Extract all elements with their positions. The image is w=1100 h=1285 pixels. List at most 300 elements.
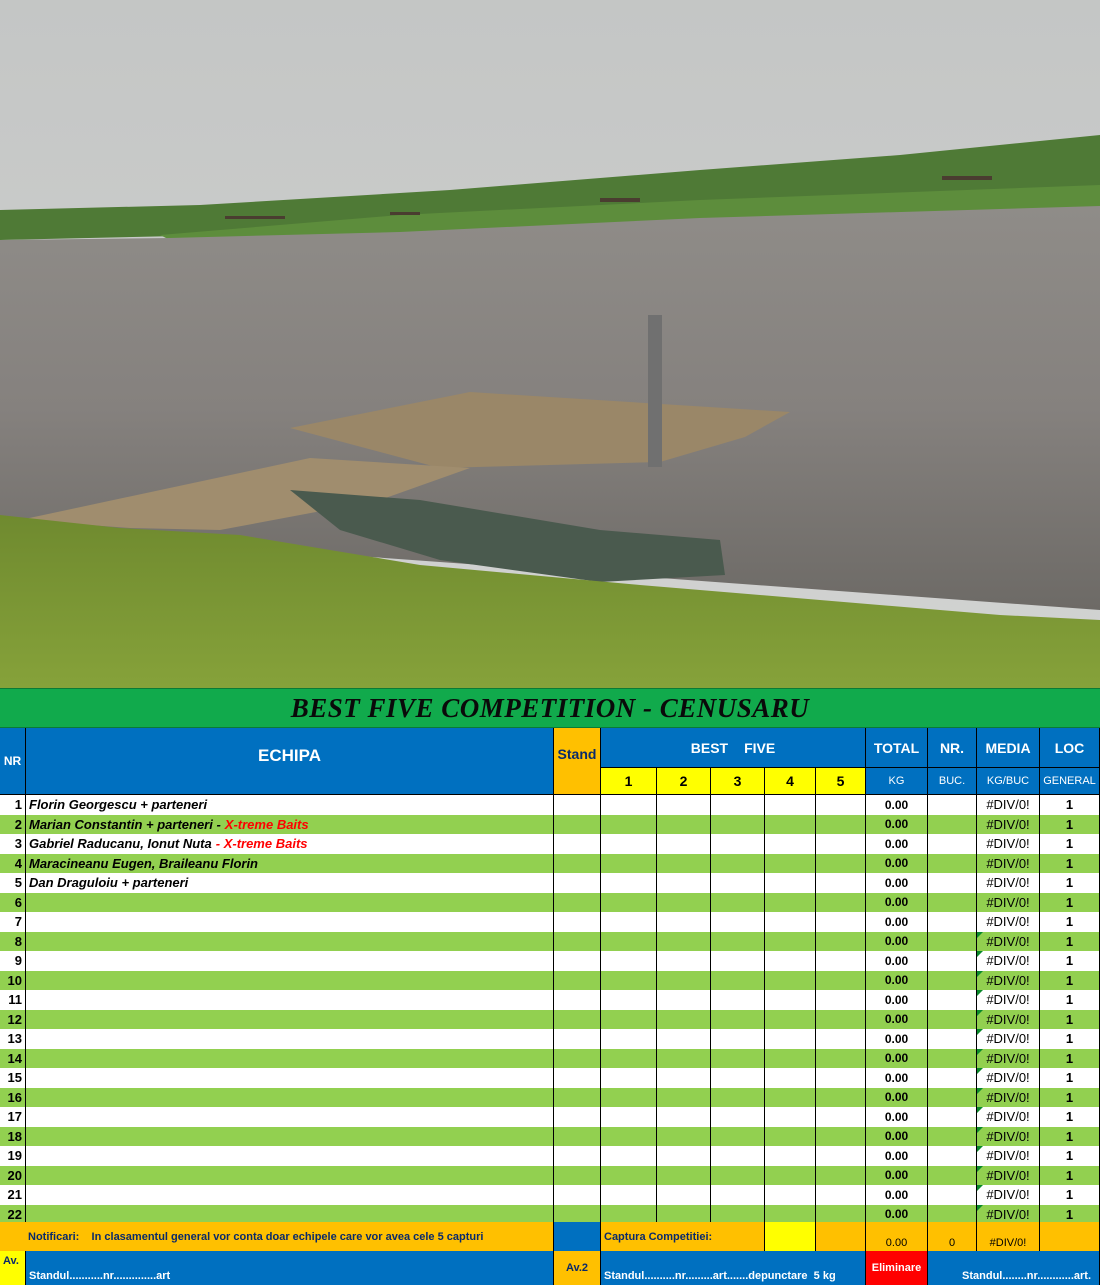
standul-line-2: Standul..........nr.........art.......depunctare 5 kg: [601, 1251, 866, 1285]
media-cell[interactable]: #DIV/0!: [977, 951, 1040, 971]
row-number[interactable]: 9: [0, 951, 26, 971]
team-name-cell[interactable]: [26, 1146, 554, 1166]
best-1-cell[interactable]: [601, 1068, 657, 1088]
header-best-1: 1: [601, 768, 657, 795]
best-3-cell[interactable]: [711, 795, 765, 815]
best-3-cell[interactable]: [711, 1049, 765, 1069]
media-cell[interactable]: #DIV/0!: [977, 1185, 1040, 1205]
row-number[interactable]: 17: [0, 1107, 26, 1127]
row-number[interactable]: 4: [0, 854, 26, 874]
best-3-cell[interactable]: [711, 1127, 765, 1147]
header-general: GENERAL: [1040, 768, 1100, 795]
best-2-cell[interactable]: [657, 834, 711, 854]
best-3-cell[interactable]: [711, 815, 765, 835]
loc-general-cell[interactable]: 1: [1040, 951, 1100, 971]
captura-total: 0.00: [866, 1222, 928, 1251]
media-cell[interactable]: #DIV/0!: [977, 834, 1040, 854]
total-kg-cell[interactable]: 0.00: [866, 893, 928, 913]
best-2-cell[interactable]: [657, 971, 711, 991]
media-cell[interactable]: #DIV/0!: [977, 815, 1040, 835]
header-five-label: FIVE: [744, 739, 776, 756]
header-nr-buc: NR.: [928, 728, 977, 768]
best-5-cell[interactable]: [816, 873, 866, 893]
loc-general-cell[interactable]: 1: [1040, 1049, 1100, 1069]
team-name-cell[interactable]: [26, 893, 554, 913]
team-name-cell[interactable]: [26, 1088, 554, 1108]
best-2-cell[interactable]: [657, 912, 711, 932]
row-number[interactable]: 2: [0, 815, 26, 835]
best-5-cell[interactable]: [816, 990, 866, 1010]
best-3-cell[interactable]: [711, 1185, 765, 1205]
total-kg-cell[interactable]: 0.00: [866, 815, 928, 835]
loc-general-cell[interactable]: 1: [1040, 1185, 1100, 1205]
total-kg-cell[interactable]: 0.00: [866, 1166, 928, 1186]
stand-cell[interactable]: [554, 893, 601, 913]
row-number[interactable]: 7: [0, 912, 26, 932]
loc-general-cell[interactable]: 1: [1040, 795, 1100, 815]
loc-general-cell[interactable]: 1: [1040, 912, 1100, 932]
best-5-cell[interactable]: [816, 1107, 866, 1127]
media-cell[interactable]: #DIV/0!: [977, 893, 1040, 913]
best-4-cell[interactable]: [765, 1029, 816, 1049]
total-kg-cell[interactable]: 0.00: [866, 990, 928, 1010]
stand-cell[interactable]: [554, 932, 601, 952]
media-cell[interactable]: #DIV/0!: [977, 1029, 1040, 1049]
media-cell[interactable]: #DIV/0!: [977, 795, 1040, 815]
best-1-cell[interactable]: [601, 1029, 657, 1049]
team-name-cell[interactable]: [26, 1049, 554, 1069]
header-total-kg: KG: [866, 768, 928, 795]
row-number[interactable]: 10: [0, 971, 26, 991]
best-1-cell[interactable]: [601, 1107, 657, 1127]
header-kg-buc: KG/BUC: [977, 768, 1040, 795]
row-number[interactable]: 13: [0, 1029, 26, 1049]
media-cell[interactable]: #DIV/0!: [977, 1107, 1040, 1127]
team-name-cell[interactable]: [26, 815, 554, 835]
best-1-cell[interactable]: [601, 834, 657, 854]
best-3-cell[interactable]: [711, 1107, 765, 1127]
header-media: MEDIA: [977, 728, 1040, 768]
table-row: [0, 971, 1100, 991]
best-1-cell[interactable]: [601, 854, 657, 874]
best-3-cell[interactable]: [711, 932, 765, 952]
sponsor-name: X-treme Baits: [224, 816, 309, 832]
best-1-cell[interactable]: [601, 1049, 657, 1069]
row-number[interactable]: 12: [0, 1010, 26, 1030]
comment-marker-icon: [977, 1166, 983, 1172]
stand-cell[interactable]: [554, 1029, 601, 1049]
nr-buc-cell[interactable]: [928, 815, 977, 835]
best-2-cell[interactable]: [657, 1185, 711, 1205]
comment-marker-icon: [977, 1205, 983, 1211]
best-1-cell[interactable]: [601, 1088, 657, 1108]
header-loc: LOC: [1040, 728, 1100, 768]
best-1-cell[interactable]: [601, 990, 657, 1010]
stand-cell[interactable]: [554, 854, 601, 874]
total-kg-cell[interactable]: 0.00: [866, 873, 928, 893]
row-number[interactable]: 8: [0, 932, 26, 952]
best-3-cell[interactable]: [711, 1068, 765, 1088]
best-2-cell[interactable]: [657, 1010, 711, 1030]
nr-buc-cell[interactable]: [928, 951, 977, 971]
loc-general-cell[interactable]: 1: [1040, 1127, 1100, 1147]
total-kg-cell[interactable]: 0.00: [866, 932, 928, 952]
best-5-cell[interactable]: [816, 893, 866, 913]
stand-cell[interactable]: [554, 1107, 601, 1127]
best-4-cell[interactable]: [765, 854, 816, 874]
nr-buc-cell[interactable]: [928, 932, 977, 952]
row-number[interactable]: 19: [0, 1146, 26, 1166]
best-3-cell[interactable]: [711, 1166, 765, 1186]
total-kg-cell[interactable]: 0.00: [866, 971, 928, 991]
total-kg-cell[interactable]: 0.00: [866, 1010, 928, 1030]
nr-buc-cell[interactable]: [928, 1029, 977, 1049]
best-5-cell[interactable]: [816, 1088, 866, 1108]
row-number[interactable]: 20: [0, 1166, 26, 1186]
team-name-cell[interactable]: [26, 795, 554, 815]
total-kg-cell[interactable]: 0.00: [866, 1088, 928, 1108]
media-cell[interactable]: #DIV/0!: [977, 1010, 1040, 1030]
loc-general-cell[interactable]: 1: [1040, 1068, 1100, 1088]
best-4-cell[interactable]: [765, 1068, 816, 1088]
best-4-cell[interactable]: [765, 912, 816, 932]
best-4-cell[interactable]: [765, 815, 816, 835]
team-name-cell[interactable]: [26, 1185, 554, 1205]
nr-buc-cell[interactable]: [928, 1107, 977, 1127]
loc-general-cell[interactable]: 1: [1040, 1088, 1100, 1108]
media-cell[interactable]: #DIV/0!: [977, 1146, 1040, 1166]
captura-blank-cell: [816, 1222, 866, 1251]
best-5-cell[interactable]: [816, 971, 866, 991]
best-2-cell[interactable]: [657, 795, 711, 815]
nr-buc-cell[interactable]: [928, 854, 977, 874]
standul-line-3: Standul........nr............art.: [928, 1251, 1100, 1285]
comment-marker-icon: [977, 1146, 983, 1152]
table-row: [0, 1146, 1100, 1166]
stand-cell[interactable]: [554, 1010, 601, 1030]
best-4-cell[interactable]: [765, 834, 816, 854]
media-cell[interactable]: #DIV/0!: [977, 990, 1040, 1010]
best-3-cell[interactable]: [711, 951, 765, 971]
stand-cell[interactable]: [554, 873, 601, 893]
best-3-cell[interactable]: [711, 873, 765, 893]
best-2-cell[interactable]: [657, 1068, 711, 1088]
best-3-cell[interactable]: [711, 1010, 765, 1030]
media-cell[interactable]: #DIV/0!: [977, 912, 1040, 932]
nr-buc-cell[interactable]: [928, 893, 977, 913]
best-1-cell[interactable]: [601, 951, 657, 971]
row-number[interactable]: 22: [0, 1205, 26, 1225]
loc-general-cell[interactable]: 1: [1040, 932, 1100, 952]
total-kg-cell[interactable]: 0.00: [866, 1049, 928, 1069]
header-best-five: [601, 728, 866, 768]
total-kg-cell[interactable]: 0.00: [866, 1146, 928, 1166]
best-3-cell[interactable]: [711, 990, 765, 1010]
nr-buc-cell[interactable]: [928, 834, 977, 854]
stand-cell[interactable]: [554, 990, 601, 1010]
best-2-cell[interactable]: [657, 990, 711, 1010]
total-kg-cell[interactable]: 0.00: [866, 1127, 928, 1147]
stand-cell[interactable]: [554, 834, 601, 854]
header-best-4: 4: [765, 768, 816, 795]
best-3-cell[interactable]: [711, 893, 765, 913]
stand-cell[interactable]: [554, 1185, 601, 1205]
header-best-2: 2: [657, 768, 711, 795]
stand-cell[interactable]: [554, 815, 601, 835]
best-3-cell[interactable]: [711, 834, 765, 854]
nr-buc-cell[interactable]: [928, 912, 977, 932]
best-3-cell[interactable]: [711, 912, 765, 932]
page-title: BEST FIVE COMPETITION - CENUSARU: [290, 692, 810, 723]
best-2-cell[interactable]: [657, 1146, 711, 1166]
stand-cell[interactable]: [554, 951, 601, 971]
team-name-cell[interactable]: [26, 873, 554, 893]
best-3-cell[interactable]: [711, 971, 765, 991]
best-2-cell[interactable]: [657, 893, 711, 913]
total-kg-cell[interactable]: 0.00: [866, 1029, 928, 1049]
best-1-cell[interactable]: [601, 795, 657, 815]
best-1-cell[interactable]: [601, 1166, 657, 1186]
best-5-cell[interactable]: [816, 1166, 866, 1186]
team-name-cell[interactable]: [26, 990, 554, 1010]
row-number[interactable]: 11: [0, 990, 26, 1010]
best-1-cell[interactable]: [601, 1185, 657, 1205]
nr-buc-cell[interactable]: [928, 1166, 977, 1186]
header-nr: NR: [0, 728, 26, 795]
sponsor-name: - X-treme Baits: [215, 836, 308, 852]
table-row: [0, 990, 1100, 1010]
nr-buc-cell[interactable]: [928, 795, 977, 815]
media-cell[interactable]: #DIV/0!: [977, 1127, 1040, 1147]
media-cell[interactable]: #DIV/0!: [977, 971, 1040, 991]
best-4-cell[interactable]: [765, 873, 816, 893]
loc-general-cell[interactable]: 1: [1040, 1029, 1100, 1049]
media-cell[interactable]: #DIV/0!: [977, 1166, 1040, 1186]
best-1-cell[interactable]: [601, 1127, 657, 1147]
team-name-cell[interactable]: [26, 912, 554, 932]
stand-cell[interactable]: [554, 1068, 601, 1088]
media-cell[interactable]: #DIV/0!: [977, 1088, 1040, 1108]
table-row: [0, 1107, 1100, 1127]
best-1-cell[interactable]: [601, 1010, 657, 1030]
media-cell[interactable]: #DIV/0!: [977, 1068, 1040, 1088]
best-5-cell[interactable]: [816, 1010, 866, 1030]
nr-buc-cell[interactable]: [928, 1185, 977, 1205]
best-2-cell[interactable]: [657, 1127, 711, 1147]
team-name-cell[interactable]: [26, 1068, 554, 1088]
best-1-cell[interactable]: [601, 912, 657, 932]
total-kg-cell[interactable]: 0.00: [866, 1068, 928, 1088]
loc-general-cell[interactable]: 1: [1040, 1205, 1100, 1225]
best-5-cell[interactable]: [816, 1146, 866, 1166]
best-5-cell[interactable]: [816, 1127, 866, 1147]
nr-buc-cell[interactable]: [928, 990, 977, 1010]
best-5-cell[interactable]: [816, 815, 866, 835]
best-2-cell[interactable]: [657, 1166, 711, 1186]
team-name-cell[interactable]: [26, 834, 554, 854]
team-name-cell[interactable]: [26, 971, 554, 991]
stand-cell[interactable]: [554, 1127, 601, 1147]
captura-buc: 0: [928, 1222, 977, 1251]
total-kg-cell[interactable]: 0.00: [866, 951, 928, 971]
best-5-cell[interactable]: [816, 951, 866, 971]
loc-general-cell[interactable]: 1: [1040, 873, 1100, 893]
row-number[interactable]: 16: [0, 1088, 26, 1108]
best-2-cell[interactable]: [657, 1107, 711, 1127]
row-number[interactable]: 6: [0, 893, 26, 913]
title-banner: [0, 688, 1100, 728]
row-number[interactable]: 15: [0, 1068, 26, 1088]
best-5-cell[interactable]: [816, 1029, 866, 1049]
nr-buc-cell[interactable]: [928, 1068, 977, 1088]
best-4-cell[interactable]: [765, 990, 816, 1010]
stand-cell[interactable]: [554, 1166, 601, 1186]
best-4-cell[interactable]: [765, 893, 816, 913]
nr-buc-cell[interactable]: [928, 1049, 977, 1069]
total-kg-cell[interactable]: 0.00: [866, 1107, 928, 1127]
nr-buc-cell[interactable]: [928, 1010, 977, 1030]
best-5-cell[interactable]: [816, 932, 866, 952]
best-4-cell[interactable]: [765, 1107, 816, 1127]
loc-general-cell[interactable]: 1: [1040, 1107, 1100, 1127]
best-3-cell[interactable]: [711, 1146, 765, 1166]
media-cell[interactable]: #DIV/0!: [977, 873, 1040, 893]
table-row: [0, 1185, 1100, 1205]
comment-marker-icon: [977, 1010, 983, 1016]
best-4-cell[interactable]: [765, 1127, 816, 1147]
best-4-cell[interactable]: [765, 1010, 816, 1030]
loc-general-cell[interactable]: 1: [1040, 971, 1100, 991]
best-5-cell[interactable]: [816, 912, 866, 932]
best-4-cell[interactable]: [765, 1146, 816, 1166]
captura-media: #DIV/0!: [977, 1222, 1040, 1251]
best-4-cell[interactable]: [765, 1088, 816, 1108]
best-3-cell[interactable]: [711, 1088, 765, 1108]
table-row: [0, 1010, 1100, 1030]
team-name-cell[interactable]: [26, 932, 554, 952]
team-name-cell[interactable]: [26, 1127, 554, 1147]
loc-general-cell[interactable]: 1: [1040, 1166, 1100, 1186]
media-cell[interactable]: #DIV/0!: [977, 1205, 1040, 1225]
total-kg-cell[interactable]: 0.00: [866, 854, 928, 874]
media-cell[interactable]: #DIV/0!: [977, 932, 1040, 952]
loc-general-cell[interactable]: 1: [1040, 1146, 1100, 1166]
best-5-cell[interactable]: [816, 795, 866, 815]
total-kg-cell[interactable]: 0.00: [866, 1185, 928, 1205]
team-name-cell[interactable]: [26, 1010, 554, 1030]
best-1-cell[interactable]: [601, 932, 657, 952]
best-5-cell[interactable]: [816, 834, 866, 854]
stand-cell[interactable]: [554, 1088, 601, 1108]
best-2-cell[interactable]: [657, 873, 711, 893]
loc-general-cell[interactable]: 1: [1040, 1010, 1100, 1030]
best-2-cell[interactable]: [657, 854, 711, 874]
best-4-cell[interactable]: [765, 1166, 816, 1186]
best-3-cell[interactable]: [711, 1029, 765, 1049]
nr-buc-cell[interactable]: [928, 1127, 977, 1147]
team-name-cell[interactable]: [26, 1166, 554, 1186]
best-1-cell[interactable]: [601, 873, 657, 893]
team-name-cell[interactable]: [26, 854, 554, 874]
header-best-5: 5: [816, 768, 866, 795]
nr-buc-cell[interactable]: [928, 873, 977, 893]
stand-cell[interactable]: [554, 1146, 601, 1166]
row-number[interactable]: 1: [0, 795, 26, 815]
stand-cell[interactable]: [554, 1049, 601, 1069]
table-row: [0, 951, 1100, 971]
team-name: Marian Constantin + parteneri -: [29, 816, 221, 832]
team-name-cell[interactable]: [26, 1029, 554, 1049]
loc-general-cell[interactable]: 1: [1040, 990, 1100, 1010]
best-1-cell[interactable]: [601, 1146, 657, 1166]
best-4-cell[interactable]: [765, 795, 816, 815]
best-4-cell[interactable]: [765, 951, 816, 971]
total-kg-cell[interactable]: 0.00: [866, 834, 928, 854]
row-number[interactable]: 5: [0, 873, 26, 893]
row-number[interactable]: 21: [0, 1185, 26, 1205]
best-2-cell[interactable]: [657, 1049, 711, 1069]
best-5-cell[interactable]: [816, 1049, 866, 1069]
loc-general-cell[interactable]: 1: [1040, 815, 1100, 835]
best-2-cell[interactable]: [657, 1088, 711, 1108]
nr-buc-cell[interactable]: [928, 1088, 977, 1108]
best-4-cell[interactable]: [765, 1185, 816, 1205]
loc-general-cell[interactable]: 1: [1040, 834, 1100, 854]
table-row: [0, 815, 1100, 835]
best-4-cell[interactable]: [765, 971, 816, 991]
loc-general-cell[interactable]: 1: [1040, 854, 1100, 874]
row-number[interactable]: 3: [0, 834, 26, 854]
best-5-cell[interactable]: [816, 854, 866, 874]
total-kg-cell[interactable]: 0.00: [866, 912, 928, 932]
loc-general-cell[interactable]: 1: [1040, 893, 1100, 913]
row-number[interactable]: 14: [0, 1049, 26, 1069]
team-name-cell[interactable]: [26, 951, 554, 971]
comment-marker-icon: [977, 1088, 983, 1094]
best-1-cell[interactable]: [601, 971, 657, 991]
best-2-cell[interactable]: [657, 815, 711, 835]
nr-buc-cell[interactable]: [928, 1146, 977, 1166]
best-5-cell[interactable]: [816, 1068, 866, 1088]
nr-buc-cell[interactable]: [928, 971, 977, 991]
stand-cell[interactable]: [554, 912, 601, 932]
table-row: [0, 834, 1100, 854]
footer-stand-cell: [554, 1222, 601, 1251]
best-3-cell[interactable]: [711, 854, 765, 874]
best-4-cell[interactable]: [765, 932, 816, 952]
stand-cell[interactable]: [554, 971, 601, 991]
best-2-cell[interactable]: [657, 932, 711, 952]
total-kg-cell[interactable]: 0.00: [866, 1205, 928, 1225]
stand-cell[interactable]: [554, 795, 601, 815]
team-name-cell[interactable]: [26, 1107, 554, 1127]
table-row: [0, 1088, 1100, 1108]
best-1-cell[interactable]: [601, 893, 657, 913]
best-2-cell[interactable]: [657, 1029, 711, 1049]
header-total: TOTAL: [866, 728, 928, 768]
best-4-cell[interactable]: [765, 1049, 816, 1069]
av-label: Av.: [0, 1251, 26, 1285]
team-name: Dan Draguloiu + parteneri: [29, 875, 189, 891]
media-cell[interactable]: #DIV/0!: [977, 1049, 1040, 1069]
best-2-cell[interactable]: [657, 951, 711, 971]
best-5-cell[interactable]: [816, 1185, 866, 1205]
media-cell[interactable]: #DIV/0!: [977, 854, 1040, 874]
total-kg-cell[interactable]: 0.00: [866, 795, 928, 815]
row-number[interactable]: 18: [0, 1127, 26, 1147]
best-1-cell[interactable]: [601, 815, 657, 835]
comment-marker-icon: [977, 1049, 983, 1055]
